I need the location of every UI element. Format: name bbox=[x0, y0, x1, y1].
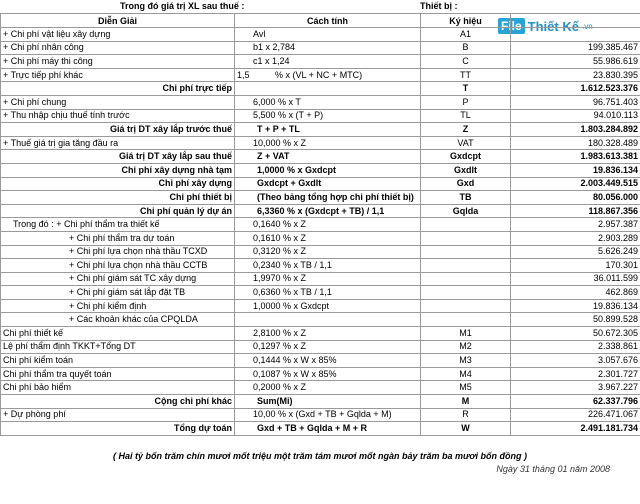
row-symbol: M5 bbox=[421, 381, 511, 395]
row-formula: 10,00 % x (Gxd + TB + Gqlda + M) bbox=[235, 408, 421, 422]
table-row bbox=[1, 204, 640, 218]
row-description: Trong đó : + Chi phí thẩm tra thiết kế bbox=[1, 218, 235, 232]
row-formula bbox=[235, 313, 421, 327]
row-description: + Chi phí giám sát lắp đặt TB bbox=[1, 286, 235, 300]
row-formula: 1,9970 % x Z bbox=[235, 272, 421, 286]
table-row bbox=[1, 218, 640, 232]
row-value: 80.056.000 bbox=[511, 191, 640, 205]
row-formula: 1,0000 % x Gxdcpt bbox=[235, 299, 421, 313]
row-value: 462.869 bbox=[511, 286, 640, 300]
row-symbol: M1 bbox=[421, 327, 511, 341]
header-value bbox=[511, 14, 640, 28]
row-formula: 2,8100 % x Z bbox=[235, 327, 421, 341]
row-symbol: Gxdcpt bbox=[421, 150, 511, 164]
row-symbol: T bbox=[421, 82, 511, 96]
row-symbol bbox=[421, 286, 511, 300]
table-row bbox=[1, 163, 640, 177]
table-row bbox=[1, 408, 640, 422]
row-description: + Chi phí vật liệu xây dựng bbox=[1, 28, 235, 42]
amount-in-words: ( Hai tỷ bốn trăm chín mươi mốt triệu một trăm tám mươi mốt ngàn bảy trăm ba mươi bốn đồng ) bbox=[113, 451, 527, 461]
row-value: 3.057.676 bbox=[511, 354, 640, 368]
row-description: Chi phí thiết kế bbox=[1, 327, 235, 341]
table-row bbox=[1, 68, 640, 82]
row-value: 1.803.284.892 bbox=[511, 123, 640, 137]
table-row bbox=[1, 231, 640, 245]
row-value: 94.010.113 bbox=[511, 109, 640, 123]
row-description: + Chi phí thẩm tra dự toán bbox=[1, 231, 235, 245]
row-formula: 1,0000 % x Gxdcpt bbox=[235, 163, 421, 177]
header-row bbox=[1, 14, 640, 28]
row-description: Chi phí xây dựng bbox=[1, 177, 235, 191]
date-line: Ngày 31 tháng 01 năm 2008 bbox=[496, 464, 610, 474]
row-description: + Chi phí lựa chọn nhà thầu CCTB bbox=[1, 259, 235, 273]
row-symbol: TB bbox=[421, 191, 511, 205]
cost-estimate-table bbox=[0, 13, 640, 436]
row-value: 5.626.249 bbox=[511, 245, 640, 259]
row-formula: 0,6360 % x TB / 1,1 bbox=[235, 286, 421, 300]
table-row bbox=[1, 395, 640, 409]
row-symbol: A1 bbox=[421, 28, 511, 42]
row-symbol: C bbox=[421, 55, 511, 69]
row-formula: 6,000 % x T bbox=[235, 95, 421, 109]
row-formula: 0,3120 % x Z bbox=[235, 245, 421, 259]
row-description: + Chi phí giám sát TC xây dựng bbox=[1, 272, 235, 286]
table-row bbox=[1, 367, 640, 381]
table-row bbox=[1, 422, 640, 436]
table-row bbox=[1, 354, 640, 368]
row-symbol bbox=[421, 299, 511, 313]
logo-brand: Thiết Kế bbox=[527, 18, 579, 34]
row-description: + Các khoản khác của CPQLDA bbox=[1, 313, 235, 327]
row-value: 3.967.227 bbox=[511, 381, 640, 395]
row-symbol: M3 bbox=[421, 354, 511, 368]
row-value: 170.301 bbox=[511, 259, 640, 273]
row-symbol: TL bbox=[421, 109, 511, 123]
row-value: 2.301.727 bbox=[511, 367, 640, 381]
table-row bbox=[1, 55, 640, 69]
row-value: 19.836.134 bbox=[511, 299, 640, 313]
row-value: 36.011.599 bbox=[511, 272, 640, 286]
row-percent: 1,5 bbox=[237, 69, 250, 80]
row-formula: 0,1610 % x Z bbox=[235, 231, 421, 245]
row-description: Giá trị DT xây lắp trước thuế bbox=[1, 123, 235, 137]
row-description: + Chi phí máy thi công bbox=[1, 55, 235, 69]
row-formula: 0,1087 % x W x 85% bbox=[235, 367, 421, 381]
row-symbol bbox=[421, 272, 511, 286]
row-symbol: Gxd bbox=[421, 177, 511, 191]
row-value: 62.337.796 bbox=[511, 395, 640, 409]
row-value bbox=[511, 28, 640, 42]
row-value: 118.867.356 bbox=[511, 204, 640, 218]
row-symbol: R bbox=[421, 408, 511, 422]
row-value: 96.751.403 bbox=[511, 95, 640, 109]
row-formula: Sum(Mi) bbox=[235, 395, 421, 409]
table-row bbox=[1, 381, 640, 395]
row-value: 19.836.134 bbox=[511, 163, 640, 177]
table-row bbox=[1, 327, 640, 341]
row-value: 180.328.489 bbox=[511, 136, 640, 150]
row-description: Chi phí trực tiếp bbox=[1, 82, 235, 96]
row-description: Giá trị DT xây lắp sau thuế bbox=[1, 150, 235, 164]
table-row bbox=[1, 177, 640, 191]
table-row bbox=[1, 136, 640, 150]
table-row bbox=[1, 299, 640, 313]
row-value: 2.003.449.515 bbox=[511, 177, 640, 191]
table-row bbox=[1, 259, 640, 273]
row-value: 55.986.619 bbox=[511, 55, 640, 69]
table-row bbox=[1, 340, 640, 354]
row-formula: 0,1297 % x Z bbox=[235, 340, 421, 354]
table-row bbox=[1, 313, 640, 327]
row-value: 199.385.467 bbox=[511, 41, 640, 55]
table-row bbox=[1, 191, 640, 205]
table-row bbox=[1, 286, 640, 300]
row-symbol bbox=[421, 231, 511, 245]
row-description: Chi phí quản lý dự án bbox=[1, 204, 235, 218]
sheet-title: Trong đó giá trị XL sau thuế : bbox=[120, 1, 245, 11]
row-value: 2.491.181.734 bbox=[511, 422, 640, 436]
table-row bbox=[1, 245, 640, 259]
row-symbol: VAT bbox=[421, 136, 511, 150]
row-formula: 5,500 % x (T + P) bbox=[235, 109, 421, 123]
row-value: 2.338.861 bbox=[511, 340, 640, 354]
row-value: 1.983.613.381 bbox=[511, 150, 640, 164]
row-symbol: M2 bbox=[421, 340, 511, 354]
row-value: 2.957.387 bbox=[511, 218, 640, 232]
row-description: Lệ phí thẩm định TKKT+Tổng DT bbox=[1, 340, 235, 354]
table-row bbox=[1, 109, 640, 123]
row-symbol: M bbox=[421, 395, 511, 409]
header-symbol: Ký hiệu bbox=[421, 14, 511, 28]
row-symbol: Gqlda bbox=[421, 204, 511, 218]
row-description: + Chi phí kiểm định bbox=[1, 299, 235, 313]
row-symbol: M4 bbox=[421, 367, 511, 381]
table-row bbox=[1, 95, 640, 109]
row-formula: b1 x 2,784 bbox=[235, 41, 421, 55]
row-formula bbox=[235, 82, 421, 96]
row-description: Chi phí kiểm toán bbox=[1, 354, 235, 368]
row-symbol bbox=[421, 259, 511, 273]
row-symbol bbox=[421, 218, 511, 232]
row-symbol: Z bbox=[421, 123, 511, 137]
row-formula: Gxd + TB + Gqlda + M + R bbox=[235, 422, 421, 436]
table-body bbox=[1, 28, 640, 436]
row-formula: Z + VAT bbox=[235, 150, 421, 164]
row-symbol: TT bbox=[421, 68, 511, 82]
row-formula: 6,3360 % x (Gxdcpt + TB) / 1,1 bbox=[235, 204, 421, 218]
row-symbol bbox=[421, 245, 511, 259]
row-description: Chi phí thẩm tra quyết toán bbox=[1, 367, 235, 381]
row-formula: 0,1444 % x W x 85% bbox=[235, 354, 421, 368]
row-formula bbox=[235, 68, 421, 82]
row-formula: 0,2000 % x Z bbox=[235, 381, 421, 395]
row-symbol: W bbox=[421, 422, 511, 436]
row-symbol: P bbox=[421, 95, 511, 109]
row-value: 2.903.289 bbox=[511, 231, 640, 245]
row-description: Cộng chi phí khác bbox=[1, 395, 235, 409]
header-formula: Cách tính bbox=[235, 14, 421, 28]
row-formula: Avl bbox=[235, 28, 421, 42]
row-description: Chi phí thiết bị bbox=[1, 191, 235, 205]
row-description: Chi phí xây dựng nhà tạm bbox=[1, 163, 235, 177]
row-description: + Chi phí lựa chọn nhà thầu TCXD bbox=[1, 245, 235, 259]
row-formula-text: % x (VL + NC + MTC) bbox=[275, 69, 363, 80]
row-symbol: Gxdlt bbox=[421, 163, 511, 177]
row-value: 1.612.523.376 bbox=[511, 82, 640, 96]
row-formula: T + P + TL bbox=[235, 123, 421, 137]
row-description: + Thu nhập chịu thuế tính trước bbox=[1, 109, 235, 123]
logo-domain: .vn bbox=[581, 21, 593, 31]
row-description: Chi phí bảo hiểm bbox=[1, 381, 235, 395]
logo-file-badge: File bbox=[498, 18, 525, 34]
row-value: 23.830.395 bbox=[511, 68, 640, 82]
row-value: 226.471.067 bbox=[511, 408, 640, 422]
header-desc: Diễn Giải bbox=[1, 14, 235, 28]
table-row bbox=[1, 28, 640, 42]
row-description: + Trực tiếp phí khác bbox=[1, 68, 235, 82]
device-label: Thiết bị : bbox=[420, 1, 458, 11]
row-symbol: B bbox=[421, 41, 511, 55]
row-formula: c1 x 1,24 bbox=[235, 55, 421, 69]
row-formula: 10,000 % x Z bbox=[235, 136, 421, 150]
table-row bbox=[1, 82, 640, 96]
row-description: Tổng dự toán bbox=[1, 422, 235, 436]
table-row bbox=[1, 150, 640, 164]
row-formula: 0,2340 % x TB / 1,1 bbox=[235, 259, 421, 273]
title-bar bbox=[0, 0, 640, 13]
row-description: + Thuế giá trị gia tăng đầu ra bbox=[1, 136, 235, 150]
row-formula: (Theo bảng tổng hợp chi phí thiết bị) bbox=[235, 191, 421, 205]
row-value: 50.672.305 bbox=[511, 327, 640, 341]
row-symbol bbox=[421, 313, 511, 327]
row-formula: Gxdcpt + Gxdlt bbox=[235, 177, 421, 191]
row-description: + Chi phí chung bbox=[1, 95, 235, 109]
row-formula: 0,1640 % x Z bbox=[235, 218, 421, 232]
row-value: 50.899.528 bbox=[511, 313, 640, 327]
table-row bbox=[1, 123, 640, 137]
table-row bbox=[1, 272, 640, 286]
row-description: + Chi phí nhân công bbox=[1, 41, 235, 55]
table-row bbox=[1, 41, 640, 55]
row-description: + Dự phòng phí bbox=[1, 408, 235, 422]
